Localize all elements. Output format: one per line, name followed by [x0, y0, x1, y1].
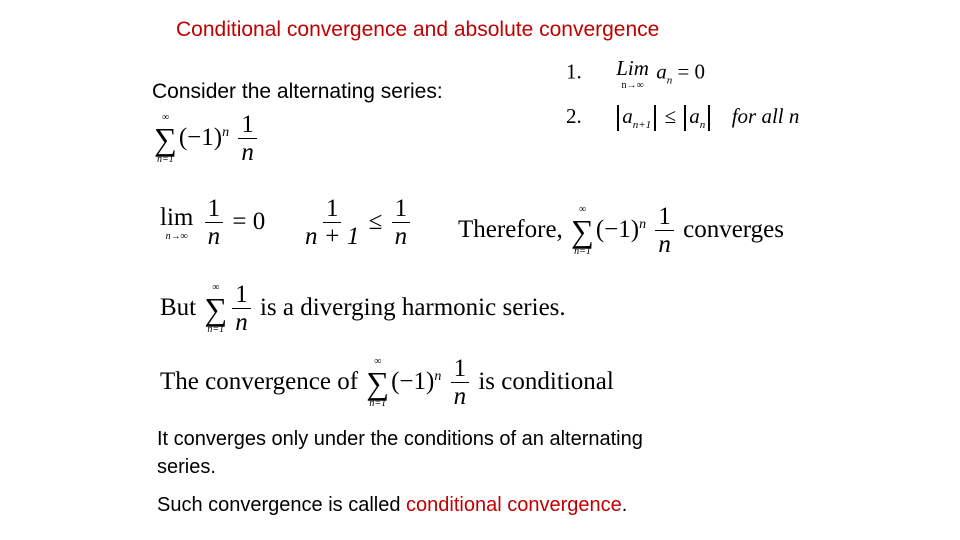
intro-text: Consider the alternating series: [152, 80, 443, 103]
explanation-line-2: series. [157, 456, 216, 478]
condition-1-lim: Lim n→∞ [616, 56, 649, 91]
inequality-expression: $\frac{1}{n + 1}$ ≤ $\frac{1}{n}$ [302, 196, 413, 251]
harmonic-statement: But ∞ ∑ n=1 $\frac{1}{n}$ is a diverging harmonic series. [160, 281, 566, 337]
condition-1: 1. Lim n→∞ $a_n = 0$ [566, 56, 706, 91]
therefore-statement: Therefore, ∞ ∑ n=1 $(-1)^n$ $\frac{1}{n}$ converges [458, 203, 785, 259]
condition-1-number: 1. [566, 59, 582, 84]
slide-title: Conditional convergence and absolute convergence [176, 18, 660, 41]
sum-symbol: ∞ ∑ n=1 [154, 112, 177, 166]
definition-sentence: Such convergence is called conditional convergence. [157, 494, 628, 516]
highlight-term: conditional convergence [406, 494, 622, 516]
series-expression: ∞ ∑ n=1 $(-1)^n$ $\frac{1}{n}$ [152, 112, 260, 167]
series-fraction: $\frac{1}{n}$ [238, 112, 257, 167]
conditional-statement: The convergence of ∞ ∑ n=1 $(-1)^n$ $\frac{1}{n}$ is conditional [160, 355, 614, 411]
condition-2-number: 2. [566, 104, 582, 128]
limit-expression: lim n→∞ $\frac{1}{n}$ = 0 [160, 195, 266, 251]
condition-2: 2. $a_{n+1} \le a_n$ for all n [566, 104, 800, 132]
explanation-line-1: It converges only under the conditions of an alternating [157, 428, 643, 450]
